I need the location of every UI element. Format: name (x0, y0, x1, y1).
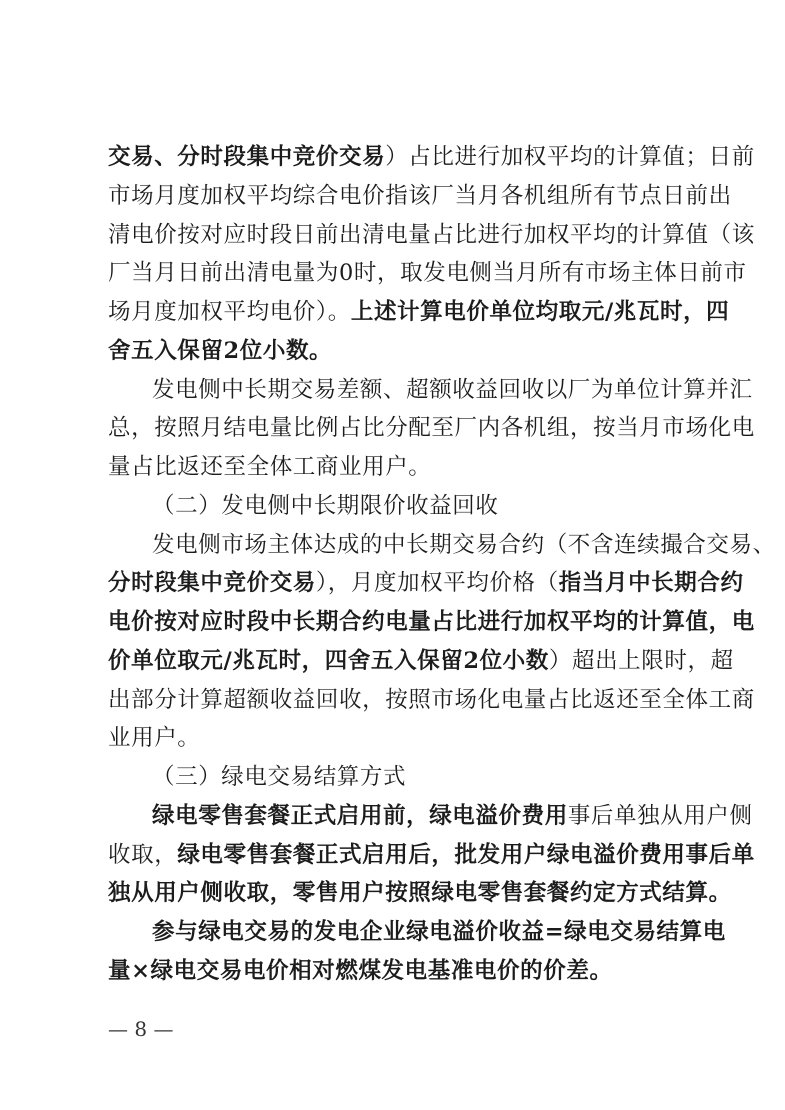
text-run: 出部分计算超额收益回收，按照市场化电量占比返还至全体工商 (108, 687, 755, 713)
text-run: 量×绿电交易电价相对燃煤发电基准电价的价差。 (108, 958, 613, 984)
section-heading-3: （三）绿电交易结算方式 (152, 764, 407, 790)
paragraph-1-line-5 (108, 296, 730, 328)
text-run: 厂当月日前出清电量为0时，取发电侧当月所有市场主体日前市 (108, 260, 747, 286)
text-run: ）占比进行加权平均的计算值；日前 (385, 144, 755, 170)
paragraph-3-line-3 (108, 606, 755, 638)
paragraph-2-line-1 (152, 374, 753, 406)
paragraph-3-line-6 (108, 722, 698, 754)
text-run: 绿电零售套餐正式启用前，绿电溢价费用 (152, 803, 568, 829)
paragraph-3-line-2 (108, 567, 744, 599)
paragraph-1-line-6 (108, 335, 698, 367)
text-run: 发电侧中长期交易差额、超额收益回收以厂为单位计算并汇 (152, 377, 753, 403)
text-run: 量占比返还至全体工商业用户。 (108, 454, 432, 480)
text-run: ），月度加权平均价格（ (315, 570, 559, 596)
text-run: 舍五入保留2位小数。 (108, 338, 333, 364)
text-run: 参与绿电交易的发电企业绿电溢价收益=绿电交易结算电 (152, 919, 726, 945)
text-run: 独从用户侧收取，零售用户按照绿电零售套餐约定方式结算。 (108, 880, 732, 906)
paragraph-3-line-1 (152, 529, 776, 561)
paragraph-1-line-3 (108, 219, 755, 251)
text-run: 场月度加权平均电价）。 (108, 299, 351, 325)
text-run: 电价按对应时段中长期合约电量占比进行加权平均的计算值，电 (108, 609, 755, 635)
text-run: 业用户。 (108, 725, 201, 751)
paragraph-5-line-2 (108, 955, 698, 987)
text-run: 交易、分时段集中竞价交易 (108, 144, 386, 170)
text-run: 分时段集中竞价交易 (108, 570, 316, 596)
paragraph-3-line-5 (108, 684, 755, 716)
text-run: 收取， (108, 842, 178, 868)
paragraph-1-line-1 (108, 141, 755, 173)
paragraph-2-line-2 (108, 412, 755, 444)
paragraph-1-line-4 (108, 257, 747, 289)
text-run: 指当月中长期合约 (558, 570, 744, 596)
text-run: ）超出上限时，超 (548, 648, 734, 674)
text-run: 上述计算电价单位均取元/兆瓦时，四 (350, 299, 730, 325)
text-run: 发电侧市场主体达成的中长期交易合约（不含连续撮合交易、 (152, 532, 776, 558)
section-heading-2: （二）发电侧中长期限价收益回收 (152, 493, 499, 519)
paragraph-1-line-2 (108, 180, 732, 212)
text-run: 事后单独从用户侧 (567, 803, 753, 829)
paragraph-3-line-4 (108, 645, 734, 677)
page-number: — 8 — (108, 1017, 174, 1041)
paragraph-4-line-3 (108, 877, 732, 909)
text-run: 清电价按对应时段日前出清电量占比进行加权平均的计算值（该 (108, 222, 755, 248)
paragraph-2-line-3 (108, 451, 698, 483)
text-run: 总，按照月结电量比例占比分配至厂内各机组，按当月市场化电 (108, 415, 755, 441)
paragraph-4-line-1 (152, 800, 753, 832)
text-run: 市场月度加权平均综合电价指该厂当月各机组所有节点日前出 (108, 183, 732, 209)
paragraph-4-line-2 (108, 839, 755, 871)
paragraph-5-line-1 (152, 916, 726, 948)
text-run: 绿电零售套餐正式启用后，批发用户绿电溢价费用事后单 (177, 842, 755, 868)
text-run: 价单位取元/兆瓦时，四舍五入保留2位小数 (108, 648, 549, 674)
